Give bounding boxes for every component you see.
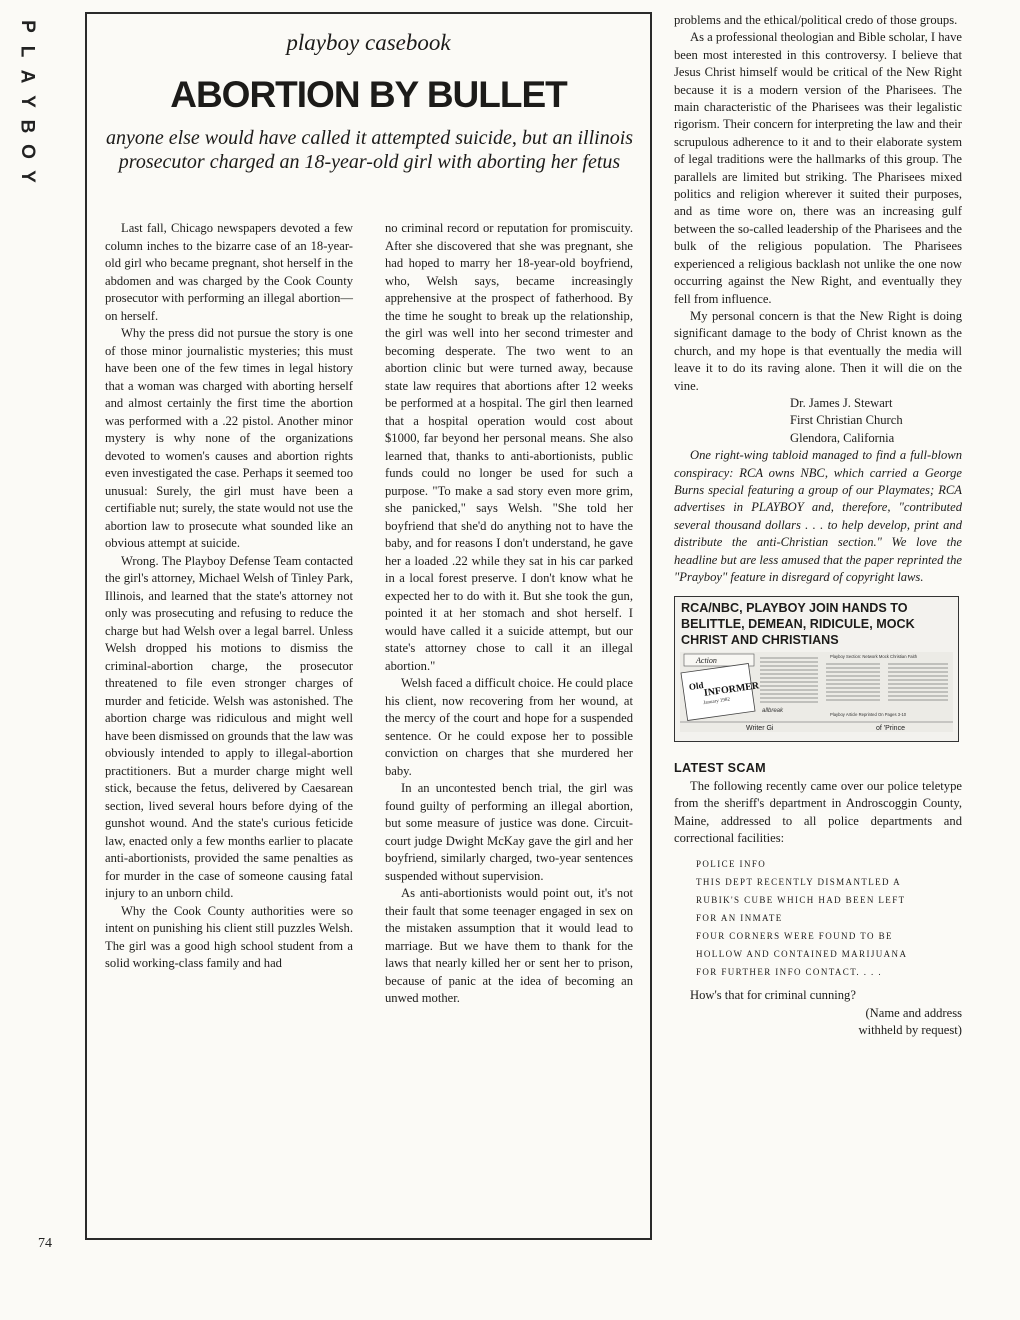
paragraph: Wrong. The Playboy Defense Team contacted the girl's attorney, Michael Welsh of Tinley Park, Illinois, and learned that the state's attorney not only was prosecuting and refusing to reduce the charge but had Welsh over a legal barrel. Unless Welsh dropped his motions to dismiss the criminal-abortion charge, the prosecutor threatened to file even stronger charges of murder and feticide. Welsh was astonished. The abortion charge was ridiculous and might well have been dismissed on grounds that the law was obviously intended to apply to illegal-abortion practitioners. But a murder charge might well stick, because the fetus, delivered by Caesarean section, lived several hours before dying of the gunshot wound. And the state's curious feticide law, enacted only a few months earlier to placate anti-abortionists, provided the same penalties as for murder in the case of someone causing fatal injury to an unborn child. xyxy=(105,553,353,900)
casebook-article-box xyxy=(85,12,652,1240)
letter-paragraph: As a professional theologian and Bible scholar, I have been most interested in this controversy. I believe that Jesus Christ himself would be critical of the New Right because it is a modern version of the Pharisees. The main characteristic of the Pharisees was their legalistic rigorism. Their concern for interpreting the law and their scrupulous adherence to it and to their elaborate system of legal traditions were the hallmarks of this group. The parallels are limited but striking. The Pharisees mixed politics and religion wherever it suited their purposes, and as time wore on, there was an increasing gulf between the so-called leadership of the Pharisees and the bulk of the religious population. The Pharisees experienced a religious backlash not unlike the one now occurring against the New Right, and eventually they fell from influence. xyxy=(674,30,962,306)
telex-line: FOR FURTHER INFO CONTACT. . . . xyxy=(696,967,882,978)
vertical-title-letter: B xyxy=(16,119,38,134)
signature-name: Dr. James J. Stewart xyxy=(790,395,893,410)
closing-remark: How's that for criminal cunning? xyxy=(690,988,856,1003)
letter-paragraph: problems and the ethical/political credo of those groups. xyxy=(674,13,958,27)
forum-column xyxy=(674,12,962,1040)
article-column-1 xyxy=(105,220,353,973)
telex-line: FOR AN INMATE xyxy=(696,913,783,924)
clipping-headline: RCA/NBC, PLAYBOY JOIN HANDS TO BELITTLE, DEMEAN, RIDICULE, MOCK CHRIST AND CHRISTIANS xyxy=(681,601,915,648)
article-deck: anyone else would have called it attempted suicide, but an illinois prosecutor charged an 18-year-old girl with aborting her fetus xyxy=(105,127,634,173)
telex-line: THIS DEPT RECENTLY DISMANTLED A xyxy=(696,877,901,888)
article-column-2 xyxy=(385,220,633,1008)
telex-line: FOUR CORNERS WERE FOUND TO BE xyxy=(696,931,893,942)
paragraph: Last fall, Chicago newspapers devoted a few column inches to the bizarre case of an 18-year-old girl who became pregnant, shot herself in the abdomen and was charged by the Cook County prosecutor with performing an illegal abortion—on herself. xyxy=(105,221,353,323)
vertical-title-letter: L xyxy=(16,45,38,58)
telex-line: POLICE INFO xyxy=(696,859,767,870)
magazine-name-vertical xyxy=(12,14,42,189)
clipping-image xyxy=(680,652,953,732)
clipping-bottom-caption: Playboy Article Reprinted On Pages 3-10 xyxy=(830,712,907,718)
paragraph: As anti-abortionists would point out, it's not their fault that some teenager engaged in sex on the mistaken assumption that it would lead to marriage. But we have them to thank for the laws that nearly killed her or sent her to prison, because of panic at the idea of becoming an unwed mother. xyxy=(385,886,633,1005)
clipping-fragment: allbreak xyxy=(762,708,784,715)
paragraph: Why the press did not pursue the story is one of those minor journalistic mysteries; this must have been one of the few times in legal history that a woman was charged with aborting herself and almost certainly the first time the abortion was performed with a .22 pistol. Another minor mystery is why none of the organizations devoted to women's causes and abortion rights even investigated the case. Perhaps it seemed too unusual: Surely, the girl must have been a certifiable nut; surely, the state would not use the abortion law to prosecute what sounded like an obvious attempt at suicide. xyxy=(105,326,353,550)
vertical-title-letter: A xyxy=(16,69,38,84)
signature-location: Glendora, California xyxy=(790,430,895,445)
letter-paragraph: My personal concern is that the New Right is doing significant damage to the body of Christ known as the church, and my hope is that eventually the media will leave it to do its raving alone. Then it will die on the vine. xyxy=(674,308,962,393)
newspaper-clipping xyxy=(674,596,959,742)
paragraph: In an uncontested bench trial, the girl was found guilty of performing an illegal abortion, but some measure of justice was done. Circuit-court judge Dwight McKay gave the girl and her boyfriend, similarly charged, two-year sentences suspended without supervision. xyxy=(385,781,633,883)
telex-line: RUBIK'S CUBE WHICH HAD BEEN LEFT xyxy=(696,895,906,906)
clipping-tag-action: Action xyxy=(696,656,717,666)
teletype-message xyxy=(696,855,962,981)
signature-church: First Christian Church xyxy=(790,413,903,428)
clipping-foot-right: of 'Prince xyxy=(876,725,905,733)
clipping-masthead-old: Old xyxy=(688,680,705,693)
editor-comment: One right-wing tabloid managed to find a full-blown conspiracy: RCA owns NBC, which carried a George Burns special featuring a group of our Playmates; RCA advertises in PLAYBOY and, therefore, "contributed several thousand dollars . . . to help develop, print and distribute the anti-Christian section." We love the headline but are less amused that the paper reprinted the "Prayboy" feature in disregard of copyright laws. xyxy=(674,448,962,584)
clipping-foot-left: Writer Gi xyxy=(746,725,774,733)
section-heading-latest-scam: LATEST SCAM xyxy=(674,761,766,776)
page-number: 74 xyxy=(38,1236,52,1251)
telex-line: HOLLOW AND CONTAINED MARIJUANA xyxy=(696,949,908,960)
clipping-illustration xyxy=(680,652,953,732)
paragraph: Why the Cook County authorities were so intent on punishing his client still puzzles Welsh. The girl was a good high school student from a solid working-class family and had xyxy=(105,903,353,970)
paragraph: Welsh faced a difficult choice. He could place his client, now recovering from her wound, at the mercy of the court and hope for a suspended sentence. Or he could expose her to possible conviction on charges that she murdered her baby. xyxy=(385,676,633,778)
credit-line-2: withheld by request) xyxy=(858,1023,962,1038)
article-headline: ABORTION BY BULLET xyxy=(170,74,567,115)
scam-intro: The following recently came over our police teletype from the sheriff's department in Androscoggin County, Maine, addressed to all police departments and correctional facilities: xyxy=(674,778,962,846)
section-kicker: playboy casebook xyxy=(286,30,451,55)
clipping-masthead-informer: INFORMER xyxy=(703,680,760,700)
vertical-title-letter: P xyxy=(16,20,38,33)
paragraph: no criminal record or reputation for promiscuity. After she discovered that she was pregnant, she had hoped to marry her 18-year-old boyfriend, who, Welsh says, became increasingly apprehensive at the prospect of fatherhood. By the time he sought to break up the relationship, the girl was well into her second trimester and becoming desperate. The two went to an abortion clinic but were turned away, because state law requires that abortions after 12 weeks be performed at a hospital. The girl then learned that a hospital operation would cost about $1000, far beyond her personal means. She also learned that, thanks to anti-abortionists, public funds could no longer be used for such a purpose. "To make a sad story even more grim, she panicked," says Welsh. "She told her boyfriend that she'd do anything not to have the baby, and for reasons I don't understand, he gave her a loaded .22 while they sat in his car parked in a local forest preserve. I don't know what he expected her to do with it. But she took the gun, pointed it at her stomach and shot herself. I would have called it a suicide attempt, but our state's attorney chose to call it an illegal abortion." xyxy=(385,221,633,673)
vertical-title-letter: O xyxy=(16,144,38,159)
letter-signature xyxy=(790,395,962,447)
credit-line-1: (Name and address xyxy=(865,1005,962,1020)
clipping-top-caption: Playboy Section: Network Mock Christian Faith xyxy=(830,654,918,660)
vertical-title-letter: Y xyxy=(16,95,38,108)
vertical-title-letter: Y xyxy=(16,170,38,183)
clipping-masthead-date: January 1982 xyxy=(703,697,731,707)
